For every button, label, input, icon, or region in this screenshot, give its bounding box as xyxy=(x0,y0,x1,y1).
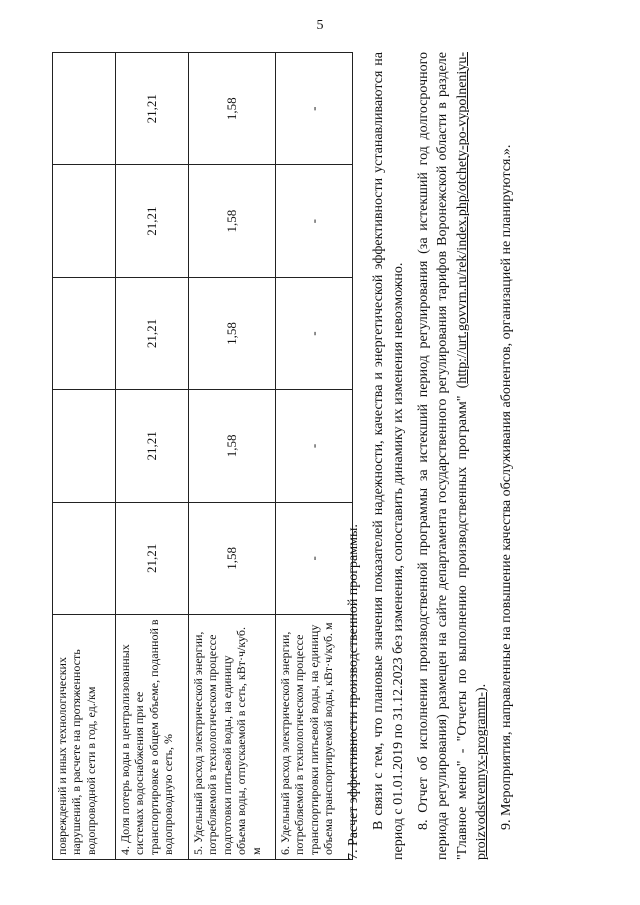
reports-link[interactable]: http://urt.govvrn.ru/rek/index.php/otchety-po-vypolneniyu-proizvodstvennyx-programm- xyxy=(454,52,489,860)
section-7-heading: 7. Расчет эффективности производственной программы. xyxy=(346,524,361,860)
body-text xyxy=(344,52,523,860)
row-label: 4. Доля потерь воды в централизованных системах водоснабжения при ее транспортировке в общем объеме, поданной в водопроводную сеть, % xyxy=(116,615,189,860)
table-row xyxy=(189,53,276,860)
row-value: 1,58 xyxy=(189,502,276,614)
row-value: 1,58 xyxy=(189,277,276,389)
row-value: 21,21 xyxy=(116,277,189,389)
row-value: - xyxy=(276,53,353,165)
row-value: 1,58 xyxy=(189,390,276,502)
row-value: 21,21 xyxy=(116,53,189,165)
row-value xyxy=(53,502,116,614)
row-value: 21,21 xyxy=(116,165,189,277)
row-label: 5. Удельный расход электрической энергии, потребляемой в технологическом процессе подготовки питьевой воды, на единицу объема воды, отпускаемой в сеть, кВт·ч/куб. м xyxy=(189,615,276,860)
section-8-text-end: ). xyxy=(473,683,489,693)
row-value: 21,21 xyxy=(116,390,189,502)
row-label: повреждений и иных технологических нарушений, в расчете на протяженность водопроводной сети в год, ед./км xyxy=(53,615,116,860)
row-value: - xyxy=(276,502,353,614)
row-value: - xyxy=(276,277,353,389)
section-9-paragraph: 9. Мероприятия, направленные на повышение качества обслуживания абонентов, организацией не планируются.». xyxy=(499,144,515,830)
row-value xyxy=(53,390,116,502)
section-8-text: 8. Отчет об исполнении производственной программы за истекший период регулирования (за истекший год долгосрочного периода регулирования) размещен на сайте департамента государственного регулирования тарифов Воронежской области в разделе "Главное меню" - "Отчеты по выполнению производственных программ" ( xyxy=(415,52,470,860)
row-value xyxy=(53,277,116,389)
table-row xyxy=(276,53,353,860)
section-8-paragraph xyxy=(414,52,491,860)
row-value: - xyxy=(276,390,353,502)
row-label: 6. Удельный расход электрической энергии, потребляемой в технологическом процессе транспортировки питьевой воды, на единицу объема транспортируемой воды, кВт·ч/куб. м xyxy=(276,615,353,860)
rotated-content xyxy=(10,20,630,880)
row-value: 21,21 xyxy=(116,502,189,614)
row-value xyxy=(53,165,116,277)
table-row xyxy=(116,53,189,860)
page-number: 5 xyxy=(316,18,324,33)
table-row xyxy=(53,53,116,860)
indicators-table xyxy=(52,52,353,860)
row-value xyxy=(53,53,116,165)
row-value: - xyxy=(276,165,353,277)
row-value: 1,58 xyxy=(189,53,276,165)
row-value: 1,58 xyxy=(189,165,276,277)
section-7-paragraph: В связи с тем, что плановые значения показателей надежности, качества и энергетической эффективности устанавливаются на период с 01.01.2019 по 31.12.2023 без изменения, сопоставить динамику их изменения невозможно. xyxy=(371,52,406,860)
